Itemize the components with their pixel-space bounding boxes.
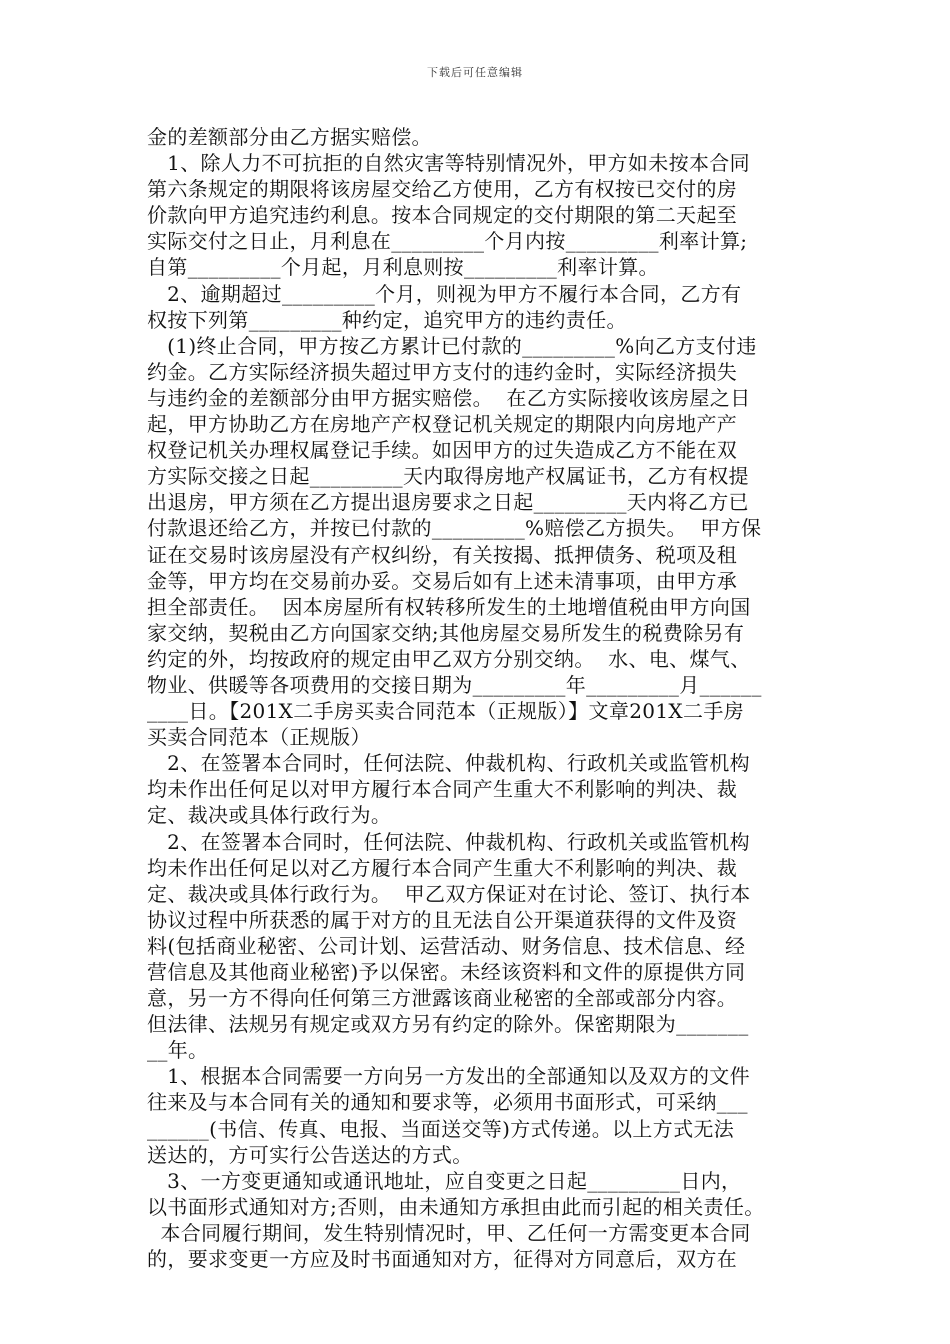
text-line: 实际交付之日止，月利息在_________个月内按_________利率计算; [147, 229, 748, 254]
text-line: ______(书信、传真、电报、当面送交等)方式传递。以上方式无法 [147, 1116, 735, 1141]
text-line: 料(包括商业秘密、公司计划、运营活动、财务信息、技术信息、经 [147, 933, 746, 958]
text-line: 2、逾期超过_________个月，则视为甲方不履行本合同，乙方有 [147, 281, 742, 306]
text-line: 权按下列第_________种约定，追究甲方的违约责任。 [147, 307, 627, 332]
text-line: 往来及与本合同有关的通知和要求等，必须用书面形式，可采纳___ [147, 1090, 748, 1115]
text-line: 出退房，甲方须在乙方提出退房要求之日起_________天内将乙方已 [147, 490, 749, 515]
text-line: 均未作出任何足以对乙方履行本合同产生重大不利影响的判决、裁 [147, 855, 738, 880]
text-line: 权登记机关办理权属登记手续。如因甲方的过失造成乙方不能在双 [147, 438, 738, 463]
text-line: 送达的，方可实行公告送达的方式。 [147, 1142, 473, 1167]
text-line: 定、裁决或具体行政行为。 甲乙双方保证对在讨论、签订、执行本 [147, 881, 751, 906]
page-header: 下载后可任意编辑 [427, 66, 523, 79]
text-line: 定、裁决或具体行政行为。 [147, 803, 392, 828]
text-line: 家交纳，契税由乙方向国家交纳;其他房屋交易所发生的税费除另有 [147, 620, 745, 645]
text-line: 2、在签署本合同时，任何法院、仲裁机构、行政机关或监管机构 [147, 829, 750, 854]
text-line: 担全部责任。 因本房屋所有权转移所发生的土地增值税由甲方向国 [147, 594, 751, 619]
text-line: 的，要求变更一方应及时书面通知对方，征得对方同意后，双方在 [147, 1247, 738, 1272]
text-line: 意，另一方不得向任何第三方泄露该商业秘密的全部或部分内容。 [147, 986, 738, 1011]
text-line: ____日。【201X二手房买卖合同范本（正规版）】文章201X二手房 [147, 699, 745, 724]
text-line: 证在交易时该房屋没有产权纠纷，有关按揭、抵押债务、税项及租 [147, 542, 738, 567]
text-line: 第六条规定的期限将该房屋交给乙方使用，乙方有权按已交付的房 [147, 177, 738, 202]
document-body [147, 124, 807, 1272]
text-line: 2、在签署本合同时，任何法院、仲裁机构、行政机关或监管机构 [147, 751, 750, 776]
text-line: 买卖合同范本（正规版） [147, 725, 371, 750]
text-line: 约定的外，均按政府的规定由甲乙双方分别交纳。 水、电、煤气、 [147, 646, 751, 671]
text-line: 3、一方变更通知或通讯地址，应自变更之日起_________日内， [147, 1168, 742, 1193]
text-line: 约金。乙方实际经济损失超过甲方支付的违约金时，实际经济损失 [147, 359, 738, 384]
text-line: 与违约金的差额部分由甲方据实赔偿。 在乙方实际接收该房屋之日 [147, 385, 751, 410]
text-line: 1、除人力不可抗拒的自然灾害等特别情况外，甲方如未按本合同 [147, 151, 750, 176]
text-line: 金的差额部分由乙方据实赔偿。 [147, 125, 432, 149]
text-line: 物业、供暖等各项费用的交接日期为_________年_________月______ [147, 672, 762, 697]
text-line: 方实际交接之日起_________天内取得房地产权属证书，乙方有权提 [147, 464, 749, 489]
text-line: 价款向甲方追究违约利息。按本合同规定的交付期限的第二天起至 [147, 203, 738, 228]
text-line: 本合同履行期间，发生特别情况时，甲、乙任何一方需变更本合同 [147, 1220, 751, 1245]
text-line: 但法律、法规另有规定或双方另有约定的除外。保密期限为_______ [147, 1012, 749, 1037]
text-line: 1、根据本合同需要一方向另一方发出的全部通知以及双方的文件 [147, 1064, 750, 1089]
text-line: 以书面形式通知对方;否则，由未通知方承担由此而引起的相关责任。 [147, 1194, 765, 1219]
text-line: 起，甲方协助乙方在房地产产权登记机关规定的期限内向房地产产 [147, 412, 738, 437]
text-line: 金等，甲方均在交易前办妥。交易后如有上述未清事项，由甲方承 [147, 568, 738, 593]
text-line: 付款退还给乙方，并按已付款的_________%赔偿乙方损失。 甲方保 [147, 516, 762, 541]
text-line: 自第_________个月起，月利息则按_________利率计算。 [147, 255, 659, 280]
text-line: 均未作出任何足以对甲方履行本合同产生重大不利影响的判决、裁 [147, 777, 738, 802]
text-line: __年。 [147, 1038, 209, 1063]
text-line: (1)终止合同，甲方按乙方累计已付款的_________%向乙方支付违 [147, 333, 757, 358]
text-line: 营信息及其他商业秘密)予以保密。未经该资料和文件的原提供方同 [147, 960, 746, 984]
text-line: 协议过程中所获悉的属于对方的且无法自公开渠道获得的文件及资 [147, 907, 738, 932]
